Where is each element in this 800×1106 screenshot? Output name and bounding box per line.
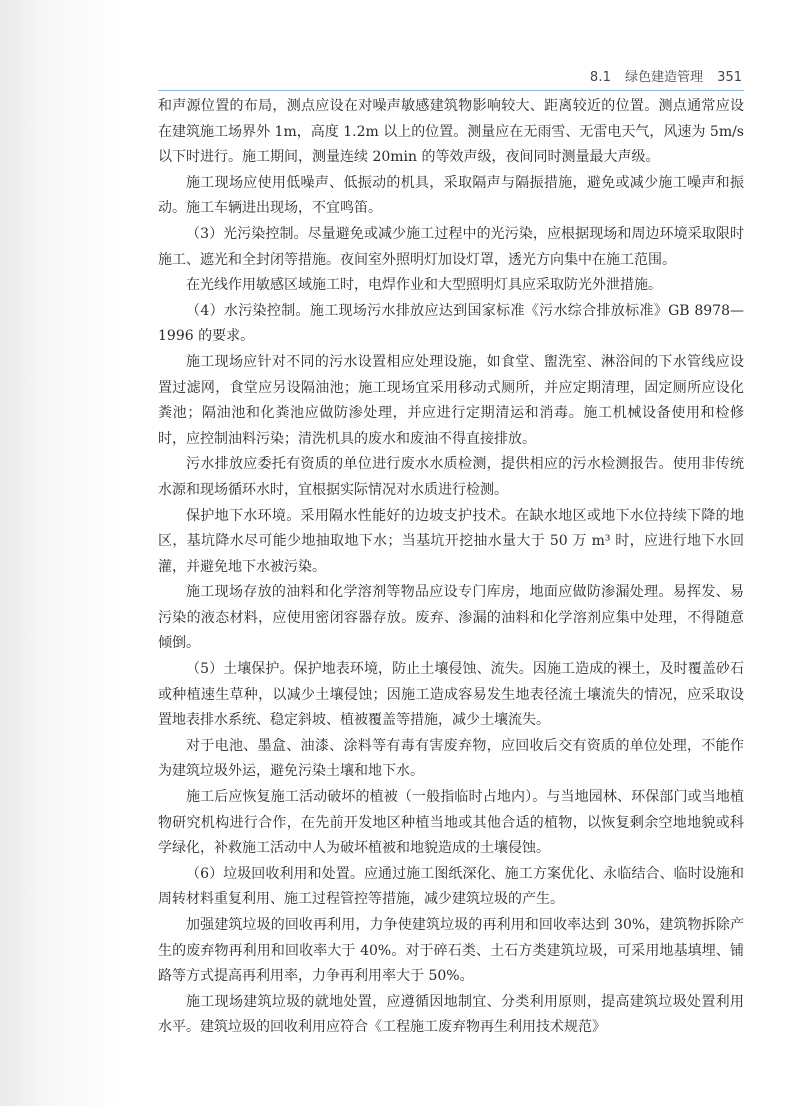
paragraph: 保护地下水环境。采用隔水性能好的边坡支护技术。在缺水地区或地下水位持续下降的地区，基坑降水尽可能少地抽取地下水；当基坑开挖抽水量大于 50 万 m³ 时，应进行地下水回灌，并避免地下水被污染。 <box>158 507 744 575</box>
paragraph: 施工现场应使用低噪声、低振动的机具，采取隔声与隔振措施，避免或减少施工噪声和振动。施工车辆进出现场，不宜鸣笛。 <box>158 174 744 217</box>
paragraph: 施工后应恢复施工活动破坏的植被（一般指临时占地内）。与当地园林、环保部门或当地植物研究机构进行合作，在先前开发地区种植当地或其他合适的植物，以恢复剩余空地地貌或科学绿化，补救施工活动中人为破坏植被和地貌造成的土壤侵蚀。 <box>158 789 744 857</box>
paragraph: 施工现场建筑垃圾的就地处置，应遵循因地制宜、分类利用原则，提高建筑垃圾处置利用水平。建筑垃圾的回收利用应符合《工程施工废弃物再生利用技术规范》 <box>158 993 744 1036</box>
paragraph: 施工现场存放的油料和化学溶剂等物品应设专门库房，地面应做防渗漏处理。易挥发、易污染的液态材料，应使用密闭容器存放。废弃、渗漏的油料和化学溶剂应集中处理，不得随意倾倒。 <box>158 584 744 652</box>
paragraph: （3）光污染控制。尽量避免或减少施工过程中的光污染，应根据现场和周边环境采取限时施工、遮光和全封闭等措施。夜间室外照明灯加设灯罩，透光方向集中在施工范围。 <box>158 225 744 268</box>
header-section-title: 绿色建造管理 <box>625 70 704 85</box>
page-number: 351 <box>717 70 742 85</box>
paragraph: （4）水污染控制。施工现场污水排放应达到国家标准《污水综合排放标准》GB 8978—1996 的要求。 <box>158 302 744 345</box>
paragraph: 施工现场应针对不同的污水设置相应处理设施，如食堂、盥洗室、淋浴间的下水管线应设置过滤网，食堂应另设隔油池；施工现场宜采用移动式厕所，并应定期清理，固定厕所应设化粪池；隔油池和化粪池应做防渗处理，并应进行定期清运和消毒。施工机械设备使用和检修时，应控制油料污染；清洗机具的废水和废油不得直接排放。 <box>158 353 744 447</box>
paragraph: （5）土壤保护。保护地表环境，防止土壤侵蚀、流失。因施工造成的裸土，及时覆盖砂石或种植速生草种，以减少土壤侵蚀；因施工造成容易发生地表径流土壤流失的情况，应采取设置地表排水系统、稳定斜坡、植被覆盖等措施，减少土壤流失。 <box>158 661 744 729</box>
paragraph: 在光线作用敏感区域施工时，电焊作业和大型照明灯具应采取防光外泄措施。 <box>186 277 662 294</box>
header-right-group <box>590 66 742 85</box>
page-gutter-shadow <box>0 0 120 1106</box>
paragraph: 对于电池、墨盒、油漆、涂料等有毒有害废弃物，应回收后交有资质的单位处理，不能作为建筑垃圾外运，避免污染土壤和地下水。 <box>158 737 744 780</box>
header-section-number: 8.1 <box>589 70 612 85</box>
paragraph: 加强建筑垃圾的回收再利用，力争使建筑垃圾的再利用和回收率达到 30%，建筑物拆除产生的废弃物再利用和回收率大于 40%。对于碎石类、土石方类建筑垃圾，可采用地基填埋、铺路等方式提高再利用率，力争再利用率大于 50%。 <box>158 917 744 985</box>
paragraph: （6）垃圾回收利用和处置。应通过施工图纸深化、施工方案优化、永临结合、临时设施和周转材料重复利用、施工过程管控等措施，减少建筑垃圾的产生。 <box>158 865 744 908</box>
paragraph: 和声源位置的布局，测点应设在对噪声敏感建筑物影响较大、距离较近的位置。测点通常应设在建筑施工场界外 1m，高度 1.2m 以上的位置。测量应在无雨雪、无雷电天气，风速为 5m/s 以下时进行。施工期间，测量连续 20min 的等效声级，夜间同时测量最大声级。 <box>158 98 744 166</box>
paragraph: 污水排放应委托有资质的单位进行废水水质检测，提供相应的污水检测报告。使用非传统水源和现场循环水时，宜根据实际情况对水质进行检测。 <box>158 456 744 498</box>
page-body <box>158 94 744 1041</box>
running-header <box>158 62 744 91</box>
